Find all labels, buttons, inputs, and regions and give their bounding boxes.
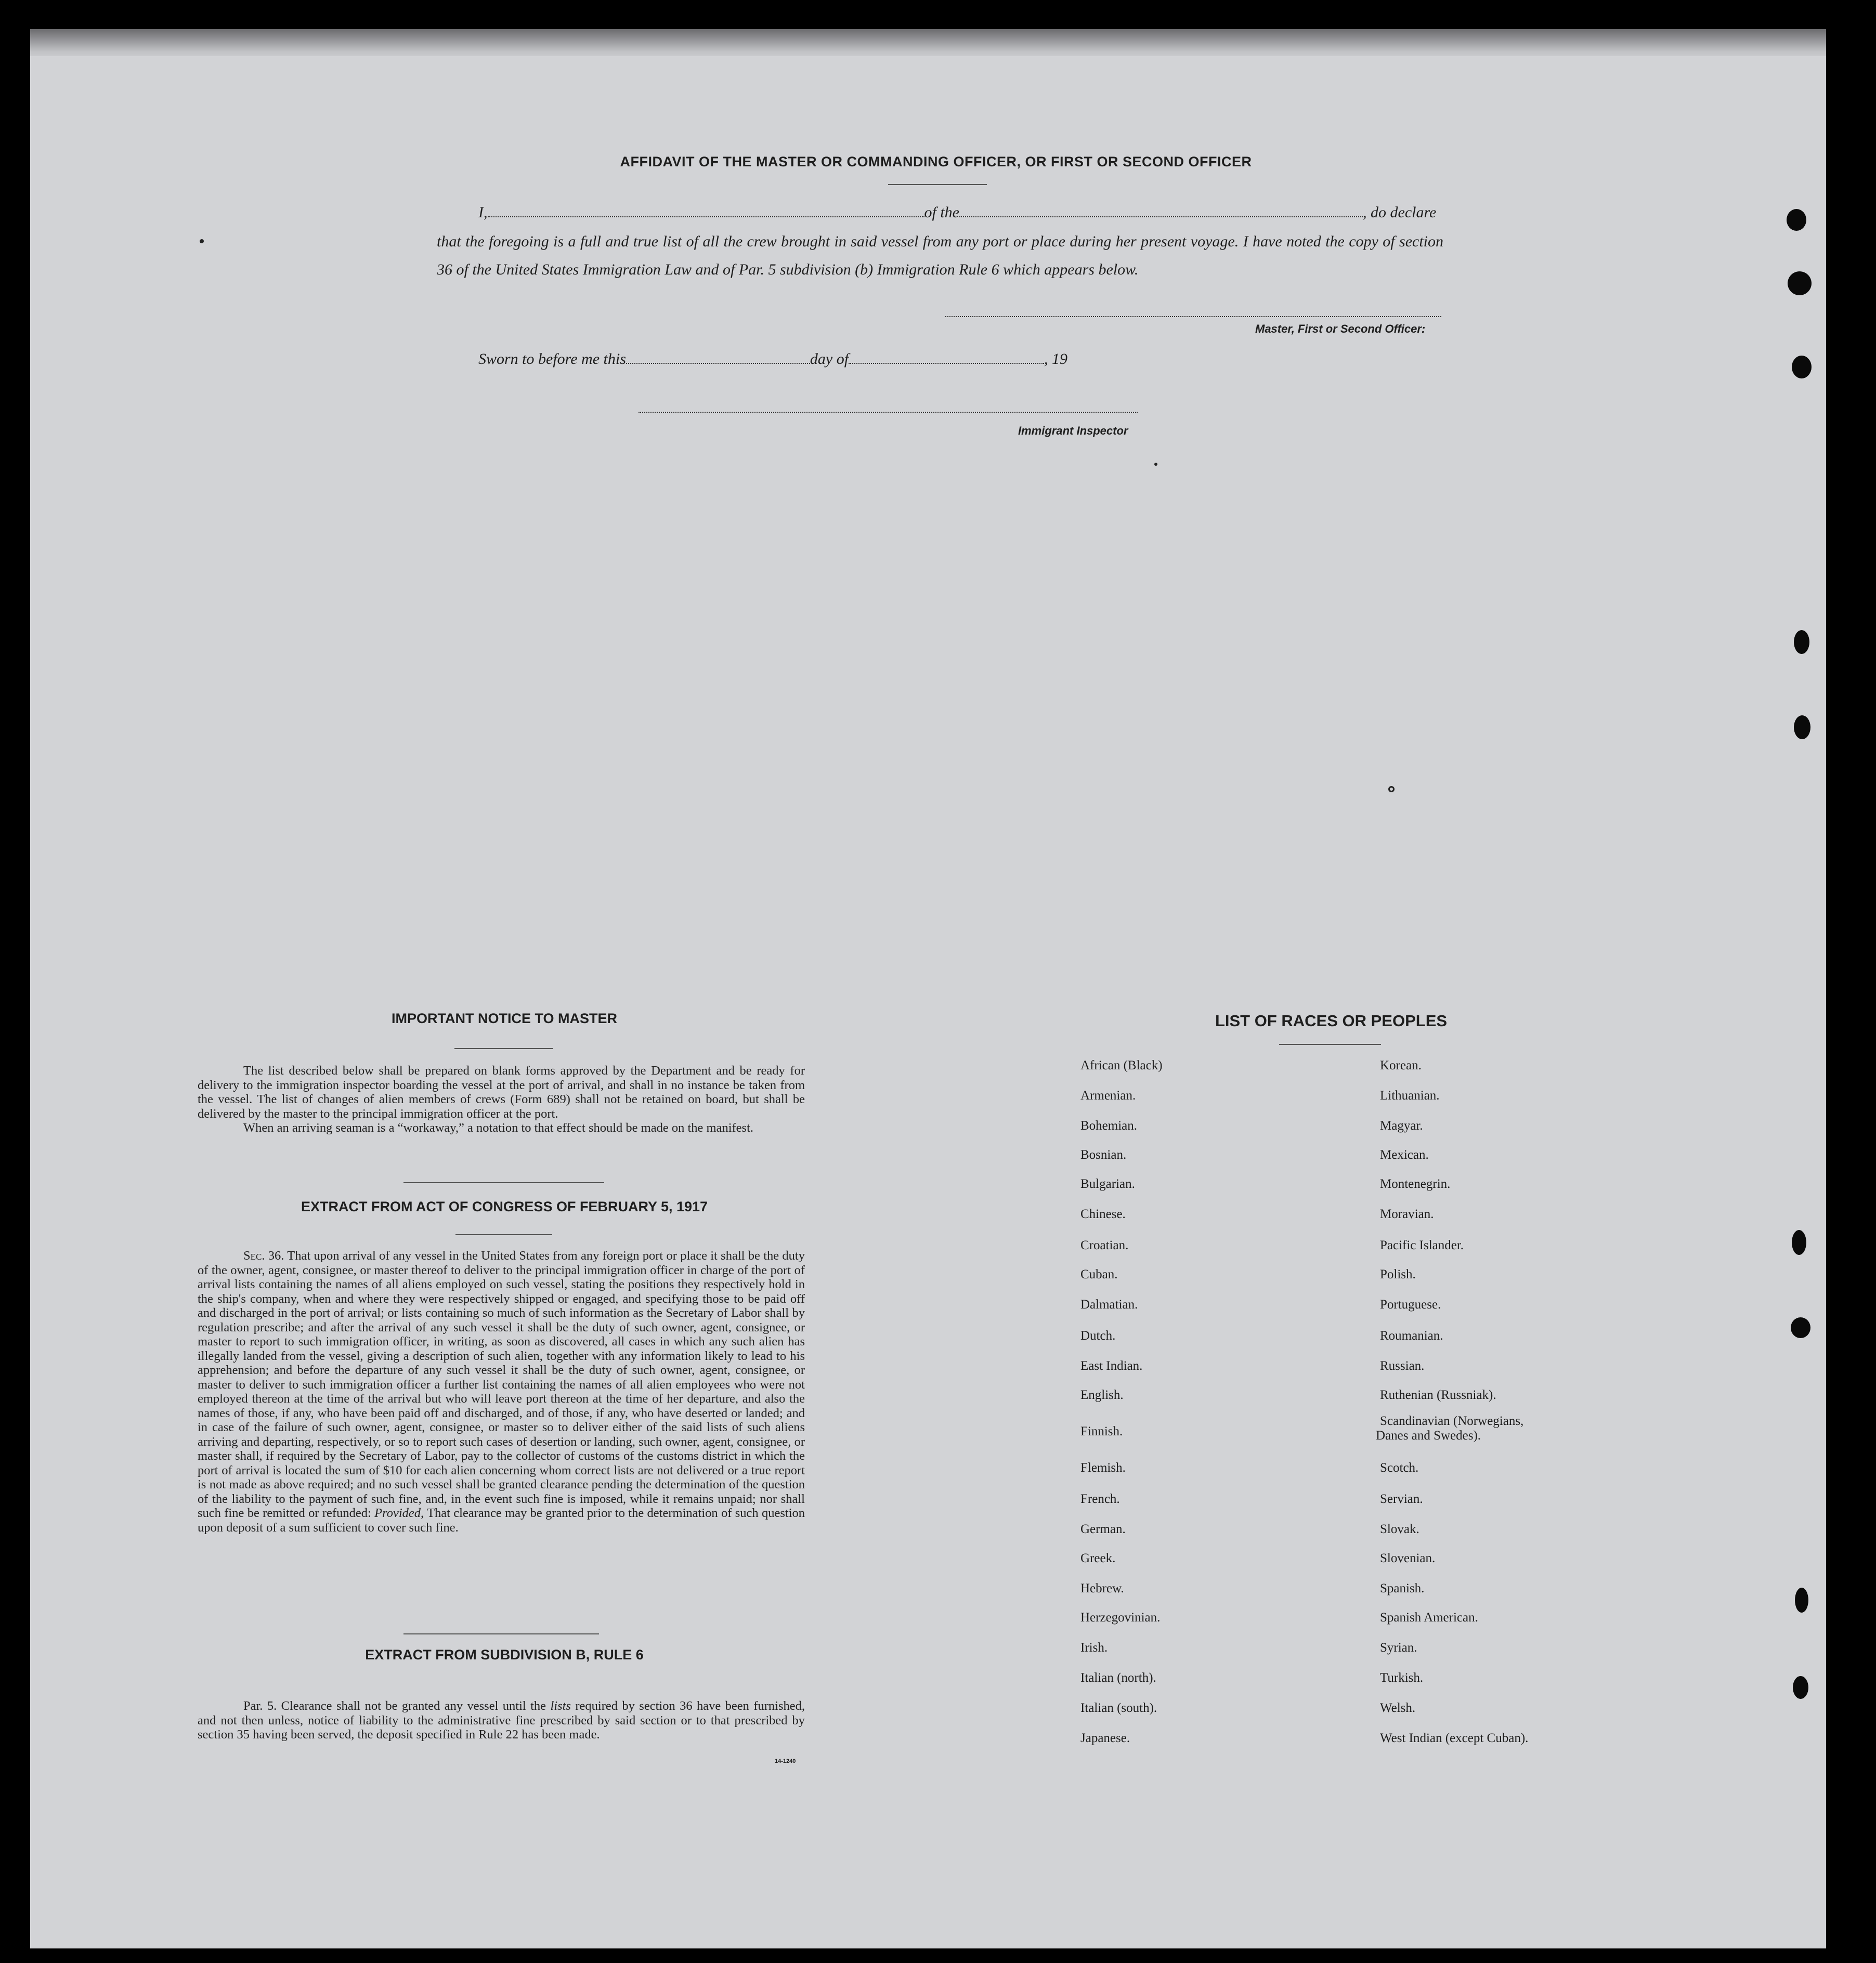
form-number: 14-1240 — [775, 1758, 796, 1764]
section-divider — [403, 1633, 599, 1634]
page-top-edge — [30, 29, 1838, 60]
race-item-continuation: Danes and Swedes). — [1376, 1429, 1481, 1443]
day-of-label: day of — [810, 350, 849, 368]
race-item: Armenian. — [1080, 1089, 1136, 1103]
page-right-edge — [1826, 29, 1876, 1963]
sworn-day-field[interactable] — [626, 350, 810, 364]
act-extract-title: EXTRACT FROM ACT OF CONGRESS OF FEBRUARY 5, 1917 — [301, 1199, 708, 1214]
rule-extract-body — [198, 1699, 805, 1742]
race-item: Bulgarian. — [1080, 1177, 1135, 1191]
inspector-signature-label: Immigrant Inspector — [1018, 424, 1128, 437]
race-item: Welsh. — [1380, 1701, 1416, 1715]
race-item: Russian. — [1380, 1359, 1425, 1373]
race-item: East Indian. — [1080, 1359, 1143, 1373]
speck — [1154, 463, 1157, 466]
race-item: Turkish. — [1380, 1671, 1424, 1685]
race-item: Slovenian. — [1380, 1551, 1436, 1565]
provided-word: Provided, — [374, 1506, 424, 1520]
race-item: German. — [1080, 1522, 1126, 1536]
notice-paragraph-2: When an arriving seaman is a “workaway,” a notation to that effect should be made on the manifest. — [243, 1121, 754, 1135]
sworn-month-field[interactable] — [849, 350, 1044, 364]
notice-title: IMPORTANT NOTICE TO MASTER — [392, 1011, 617, 1026]
race-item: Irish. — [1080, 1641, 1108, 1655]
vessel-name-field[interactable] — [959, 204, 1363, 217]
notice-paragraph-1: The list described below shall be prepared on blank forms approved by the Department and be ready for delivery to the immigration inspector boarding the vessel at the port of arrival, and shall in no instance be taken from the vessel. The list of changes of alien members of crews (Form 689) shall not be retained on board, but shall be delivered by the master to the principal immigration officer at the port. — [198, 1064, 805, 1121]
race-item: Croatian. — [1080, 1238, 1129, 1252]
punch-hole — [1794, 630, 1809, 654]
lists-word: lists — [550, 1699, 571, 1713]
race-item: Mexican. — [1380, 1148, 1429, 1162]
race-item: Bosnian. — [1080, 1148, 1127, 1162]
punch-hole — [1791, 1317, 1810, 1338]
race-item: Chinese. — [1080, 1207, 1126, 1221]
speck — [1388, 786, 1395, 792]
section-36-text-end: That clearance may be granted prior to the determination of such question upon deposit of a sum sufficient to cover such fine. — [198, 1506, 805, 1535]
race-item: Roumanian. — [1380, 1329, 1443, 1343]
punch-hole — [1794, 715, 1810, 739]
race-item: French. — [1080, 1492, 1120, 1506]
race-item: Korean. — [1380, 1058, 1422, 1072]
punch-hole — [1788, 271, 1812, 295]
race-item: Slovak. — [1380, 1522, 1419, 1536]
title-rule — [888, 184, 987, 185]
race-item: Flemish. — [1080, 1461, 1126, 1475]
race-item: Moravian. — [1380, 1207, 1434, 1221]
race-item: Bohemian. — [1080, 1119, 1138, 1133]
races-title-rule — [1279, 1044, 1381, 1045]
race-item: West Indian (except Cuban). — [1380, 1731, 1529, 1745]
section-label: Sec. 36. — [243, 1249, 284, 1263]
race-item: Japanese. — [1080, 1731, 1130, 1745]
race-item: Italian (south). — [1080, 1701, 1157, 1715]
race-item: Herzegovinian. — [1080, 1611, 1161, 1625]
race-item: Hebrew. — [1080, 1581, 1124, 1595]
section-36-paragraph — [198, 1249, 805, 1535]
section-36-text: That upon arrival of any vessel in the United States from any foreign port or place it shall be the duty of the owner, agent, consignee, or master thereof to deliver to the principal immigration officer in charge of the port of arrival lists containing the names of all aliens employed on such vessel, stating the positions they respectively hold in the ship's company, when and where they were respectively shipped or engaged, and specifying those to be paid off and discharged in the port of arrival; or lists containing so much of such information as the Secretary of Labor shall by regulation prescribe; and after the arrival of any such vessel it shall be the duty of such owner, agent, consignee, or master to report to such immigration officer, in writing, as soon as discovered, all cases in which any such alien has illegally landed from the vessel, giving a description of such alien, together with any information likely to lead to his apprehension; and before the departure of any such vessel it shall be the duty of such owner, agent, consignee, or master to deliver to such immigration officer a further list containing the names of all alien employees who were not employed thereon at the time of the arrival but who will leave port thereon at the time of her departure, and also the names of those, if any, who have been paid off and discharged, and of those, if any, who have deserted or landed; and in case of the failure of such owner, agent, consignee, or master so to deliver either of the said lists of such aliens arriving and departing, respectively, or so to report such cases of desertion or landing, such owner, agent, consignee, or master shall, if required by the Secretary of Labor, pay to the collector of customs of the customs district in which the port of arrival is located the sum of $10 for each alien concerning whom correct lists are not delivered or a true report is not made as above required; and no such vessel shall be granted clearance pending the determination of the question of the liability to the payment of such fine, and, in the event such fine is imposed, while it remains unpaid; nor shall such fine be remitted or refunded: — [198, 1249, 805, 1520]
race-item: Dutch. — [1080, 1329, 1116, 1343]
race-item: Cuban. — [1080, 1267, 1118, 1281]
race-item: Syrian. — [1380, 1641, 1417, 1655]
sworn-label: Sworn to before me this — [478, 350, 626, 368]
race-item: Montenegrin. — [1380, 1177, 1451, 1191]
notice-body — [198, 1064, 805, 1135]
affidavit-declaration-line — [478, 204, 1436, 221]
race-item: English. — [1080, 1388, 1124, 1402]
do-declare-label: , do declare — [1363, 204, 1437, 221]
race-item: Ruthenian (Russniak). — [1380, 1388, 1496, 1402]
declarant-prefix: I, — [478, 204, 488, 221]
notice-title-rule — [454, 1048, 553, 1049]
race-item: Spanish. — [1380, 1581, 1425, 1595]
sworn-line — [478, 350, 1067, 368]
race-item: African (Black) — [1080, 1058, 1163, 1072]
race-item: Greek. — [1080, 1551, 1116, 1565]
race-item: Scotch. — [1380, 1461, 1419, 1475]
year-prefix: , 19 — [1044, 350, 1068, 368]
rule-text: Par. 5. Clearance shall not be granted any vessel until the — [243, 1699, 546, 1713]
race-item: Dalmatian. — [1080, 1298, 1138, 1312]
act-extract-body — [198, 1249, 805, 1535]
officer-signature-line[interactable] — [945, 316, 1441, 317]
speck — [200, 239, 204, 243]
punch-hole — [1792, 356, 1812, 378]
race-item: Scandinavian (Norwegians, — [1380, 1414, 1524, 1428]
officer-signature-label: Master, First or Second Officer: — [1255, 322, 1426, 335]
punch-hole — [1793, 1676, 1808, 1699]
act-extract-rule — [455, 1234, 552, 1235]
race-item: Finnish. — [1080, 1424, 1123, 1438]
affidavit-statement: that the foregoing is a full and true list of all the crew brought in said vessel from any port or place during her present voyage. I have noted the copy of section 36 of the United States Immigration Law and of Par. 5 subdivision (b) Immigration Rule 6 which appears below. — [437, 233, 1443, 278]
punch-hole — [1787, 209, 1806, 231]
inspector-signature-line[interactable] — [639, 412, 1138, 413]
race-item: Portuguese. — [1380, 1298, 1441, 1312]
race-item: Magyar. — [1380, 1119, 1423, 1133]
race-item: Pacific Islander. — [1380, 1238, 1464, 1252]
race-item: Servian. — [1380, 1492, 1423, 1506]
of-the-label: of the — [924, 204, 959, 221]
rule-paragraph — [198, 1699, 805, 1742]
section-divider — [403, 1182, 604, 1183]
rule-extract-title: EXTRACT FROM SUBDIVISION B, RULE 6 — [365, 1647, 644, 1663]
punch-hole — [1795, 1588, 1808, 1613]
race-item: Spanish American. — [1380, 1611, 1478, 1625]
race-item: Italian (north). — [1080, 1671, 1156, 1685]
race-item: Polish. — [1380, 1267, 1416, 1281]
declarant-name-field[interactable] — [488, 204, 924, 217]
rule-text-end: required by section 36 have been furnished, and not then unless, notice of liability to the administrative fine prescribed by said section or to that prescribed by section 35 having been served, the deposit specified in Rule 22 has been made. — [198, 1699, 805, 1742]
punch-hole — [1792, 1230, 1806, 1255]
race-item: Lithuanian. — [1380, 1089, 1440, 1103]
races-title: LIST OF RACES OR PEOPLES — [1215, 1012, 1448, 1030]
affidavit-title: AFFIDAVIT OF THE MASTER OR COMMANDING OFFICER, OR FIRST OR SECOND OFFICER — [620, 154, 1252, 169]
document-page — [30, 56, 1838, 1948]
